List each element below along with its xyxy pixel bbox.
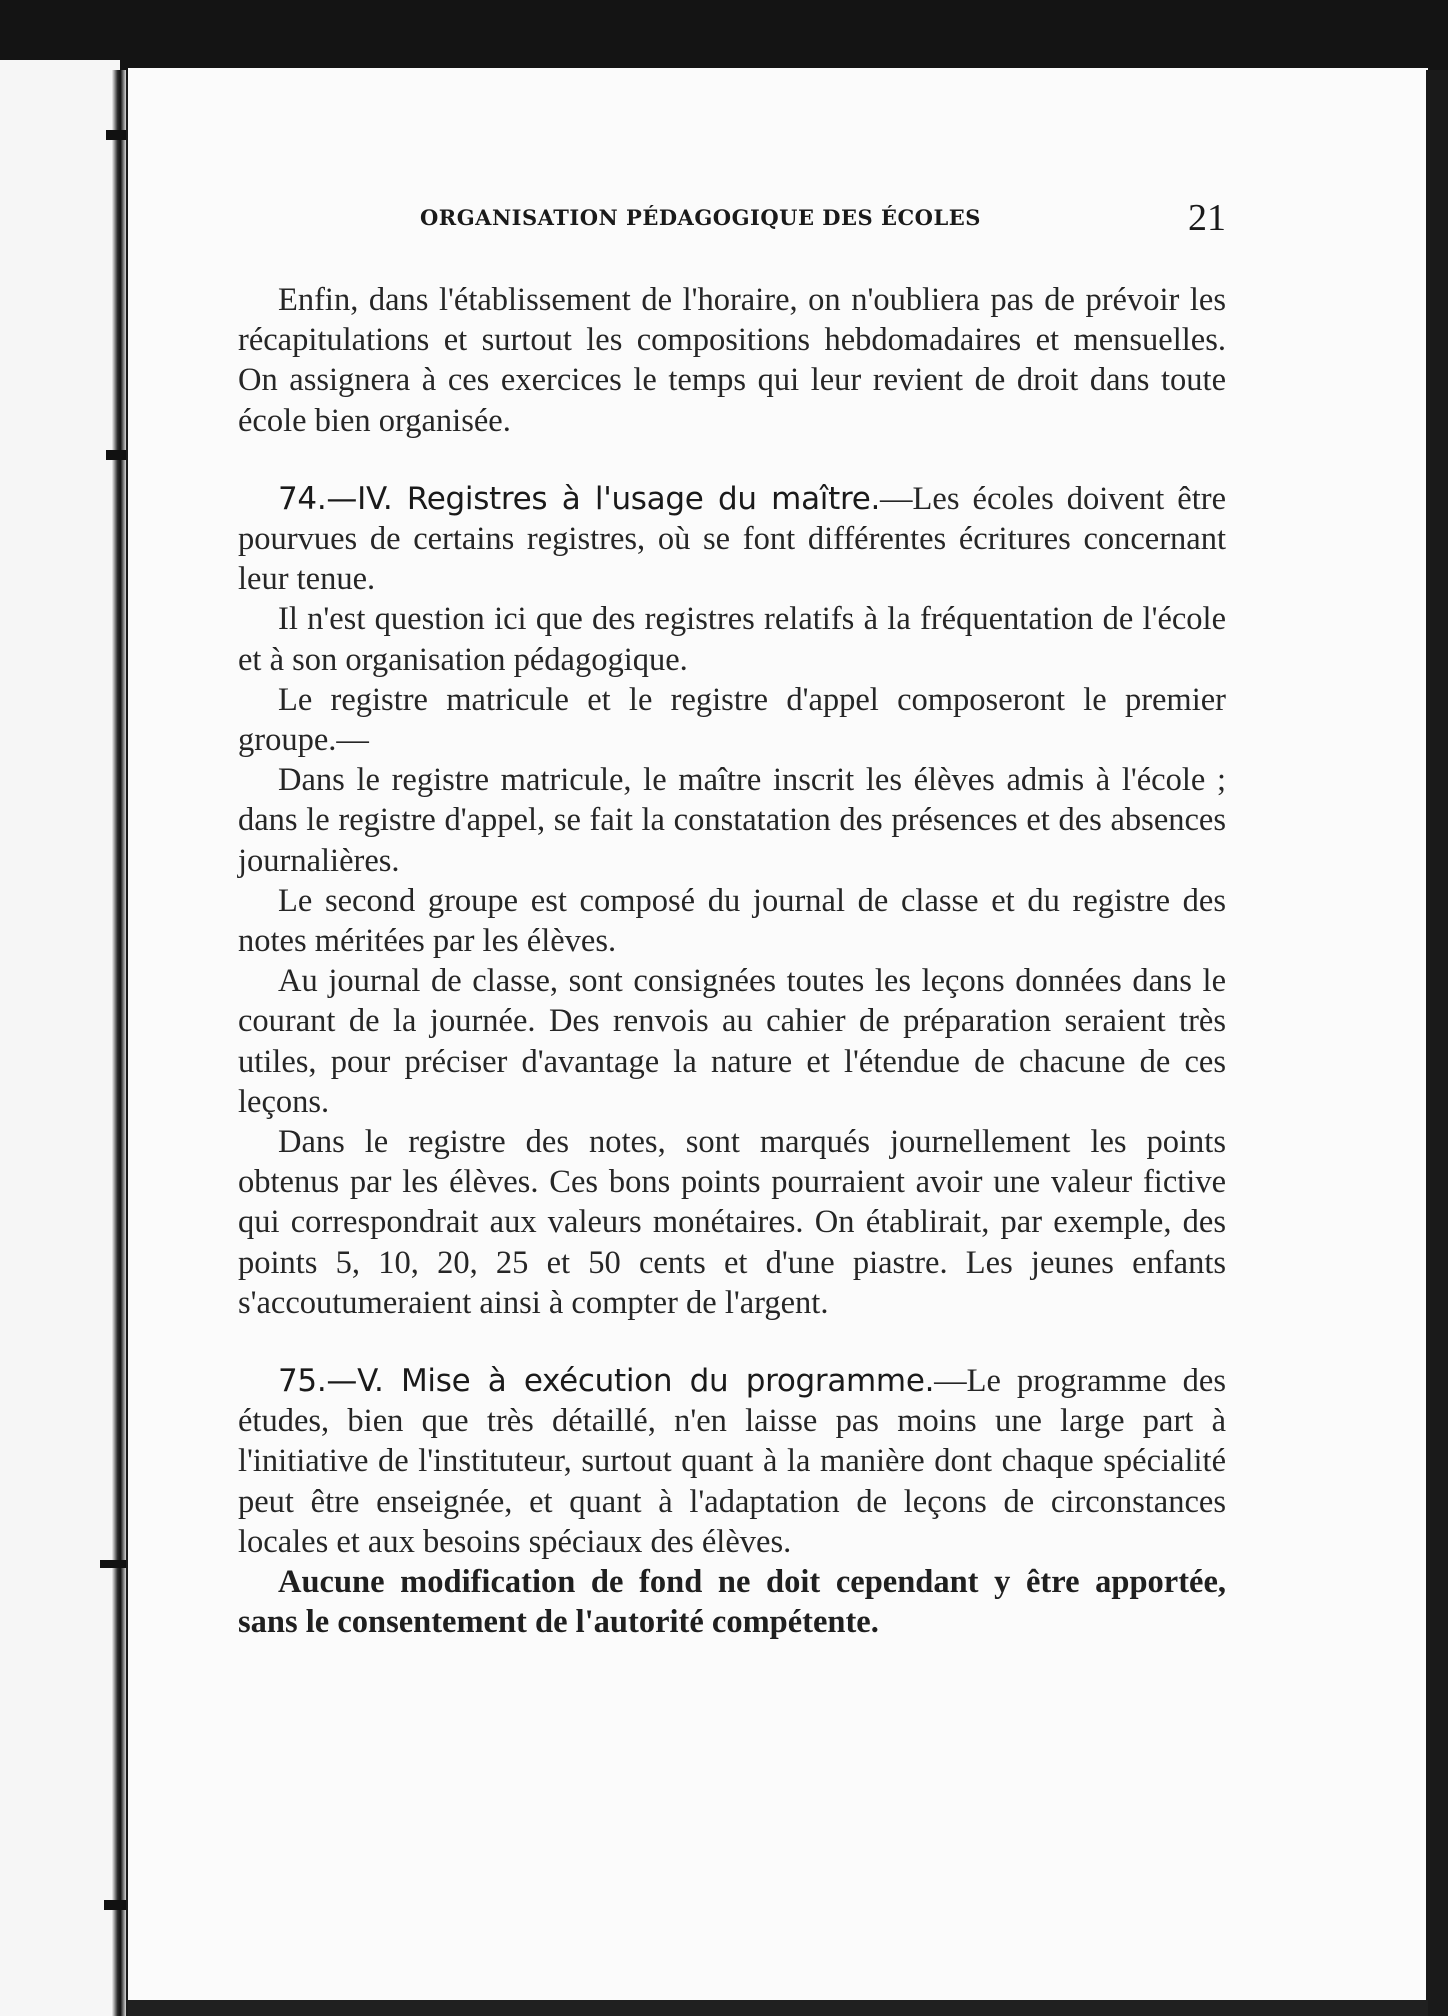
binding-mark xyxy=(100,1560,126,1568)
page-number: 21 xyxy=(1188,197,1226,239)
paragraph: Le second groupe est composé du journal de classe et du registre des notes méritées par les élèves. xyxy=(238,882,1226,960)
paragraph: Le registre matricule et le registre d'appel composeront le premier groupe.— xyxy=(238,681,1226,759)
paragraph: Dans le registre matricule, le maître inscrit les élèves admis à l'école ; dans le registre d'appel, se fait la constatation des présences et des absences journalières. xyxy=(238,762,1226,879)
section-text: —Les écoles doivent être pourvues de certains registres, où se font différentes écritures concernant leur tenue. xyxy=(238,480,1226,598)
right-shadow xyxy=(1426,70,1448,2016)
paragraph: Enfin, dans l'établissement de l'horaire, on n'oubliera pas de prévoir les récapitulations et surtout les compositions hebdomadaires et mensuelles. On assignera à ces exercices le temps qui leur revient de droit dans toute école bien organisée. xyxy=(238,282,1226,439)
binding-mark xyxy=(106,450,126,460)
paragraph: Il n'est question ici que des registres relatifs à la fréquentation de l'école et à son organisation pédagogique. xyxy=(238,601,1226,678)
book-binding xyxy=(112,70,126,2016)
running-head: ORGANISATION PÉDAGOGIQUE DES ÉCOLES xyxy=(420,205,981,230)
binding-mark xyxy=(104,1900,126,1910)
facing-page-edge xyxy=(0,60,120,2016)
section-text: —Le programme des études, bien que très détaillé, n'en laisse pas moins une large part à l'initiative de l'instituteur, surtout quant à la manière dont chaque spécialité peut être enseignée, et quant à l'adaptation de leçons de circonstances locales et aux besoins spéciaux des élèves. xyxy=(238,1363,1226,1560)
section-heading: 75.—V. Mise à exécution du programme. xyxy=(278,1363,935,1400)
paragraph: Aucune modification de fond ne doit cependant y être apportée, sans le consentement de l'autorité compétente. xyxy=(238,1564,1226,1641)
section-74 xyxy=(238,479,1226,600)
section-75 xyxy=(238,1361,1226,1562)
bottom-shadow xyxy=(128,2000,1428,2016)
paragraph: Au journal de classe, sont consignées toutes les leçons données dans le courant de la journée. Des renvois au cahier de préparation seraient très utiles, pour préciser d'avantage la nature et l'étendue de chacune de ces leçons. xyxy=(238,963,1226,1120)
section-heading: 74.—IV. Registres à l'usage du maître. xyxy=(278,480,881,517)
paragraph: Dans le registre des notes, sont marqués journellement les points obtenus par les élèves. Ces bons points pourraient avoir une valeur fictive qui correspondrait aux valeurs monétaires. On établirait, par exemple, des points 5, 10, 20, 25 et 50 cents et d'une piastre. Les jeunes enfants s'accoutumeraient ainsi à compter de l'argent. xyxy=(238,1124,1226,1321)
binding-mark xyxy=(106,130,126,140)
body-text xyxy=(238,280,1226,1643)
